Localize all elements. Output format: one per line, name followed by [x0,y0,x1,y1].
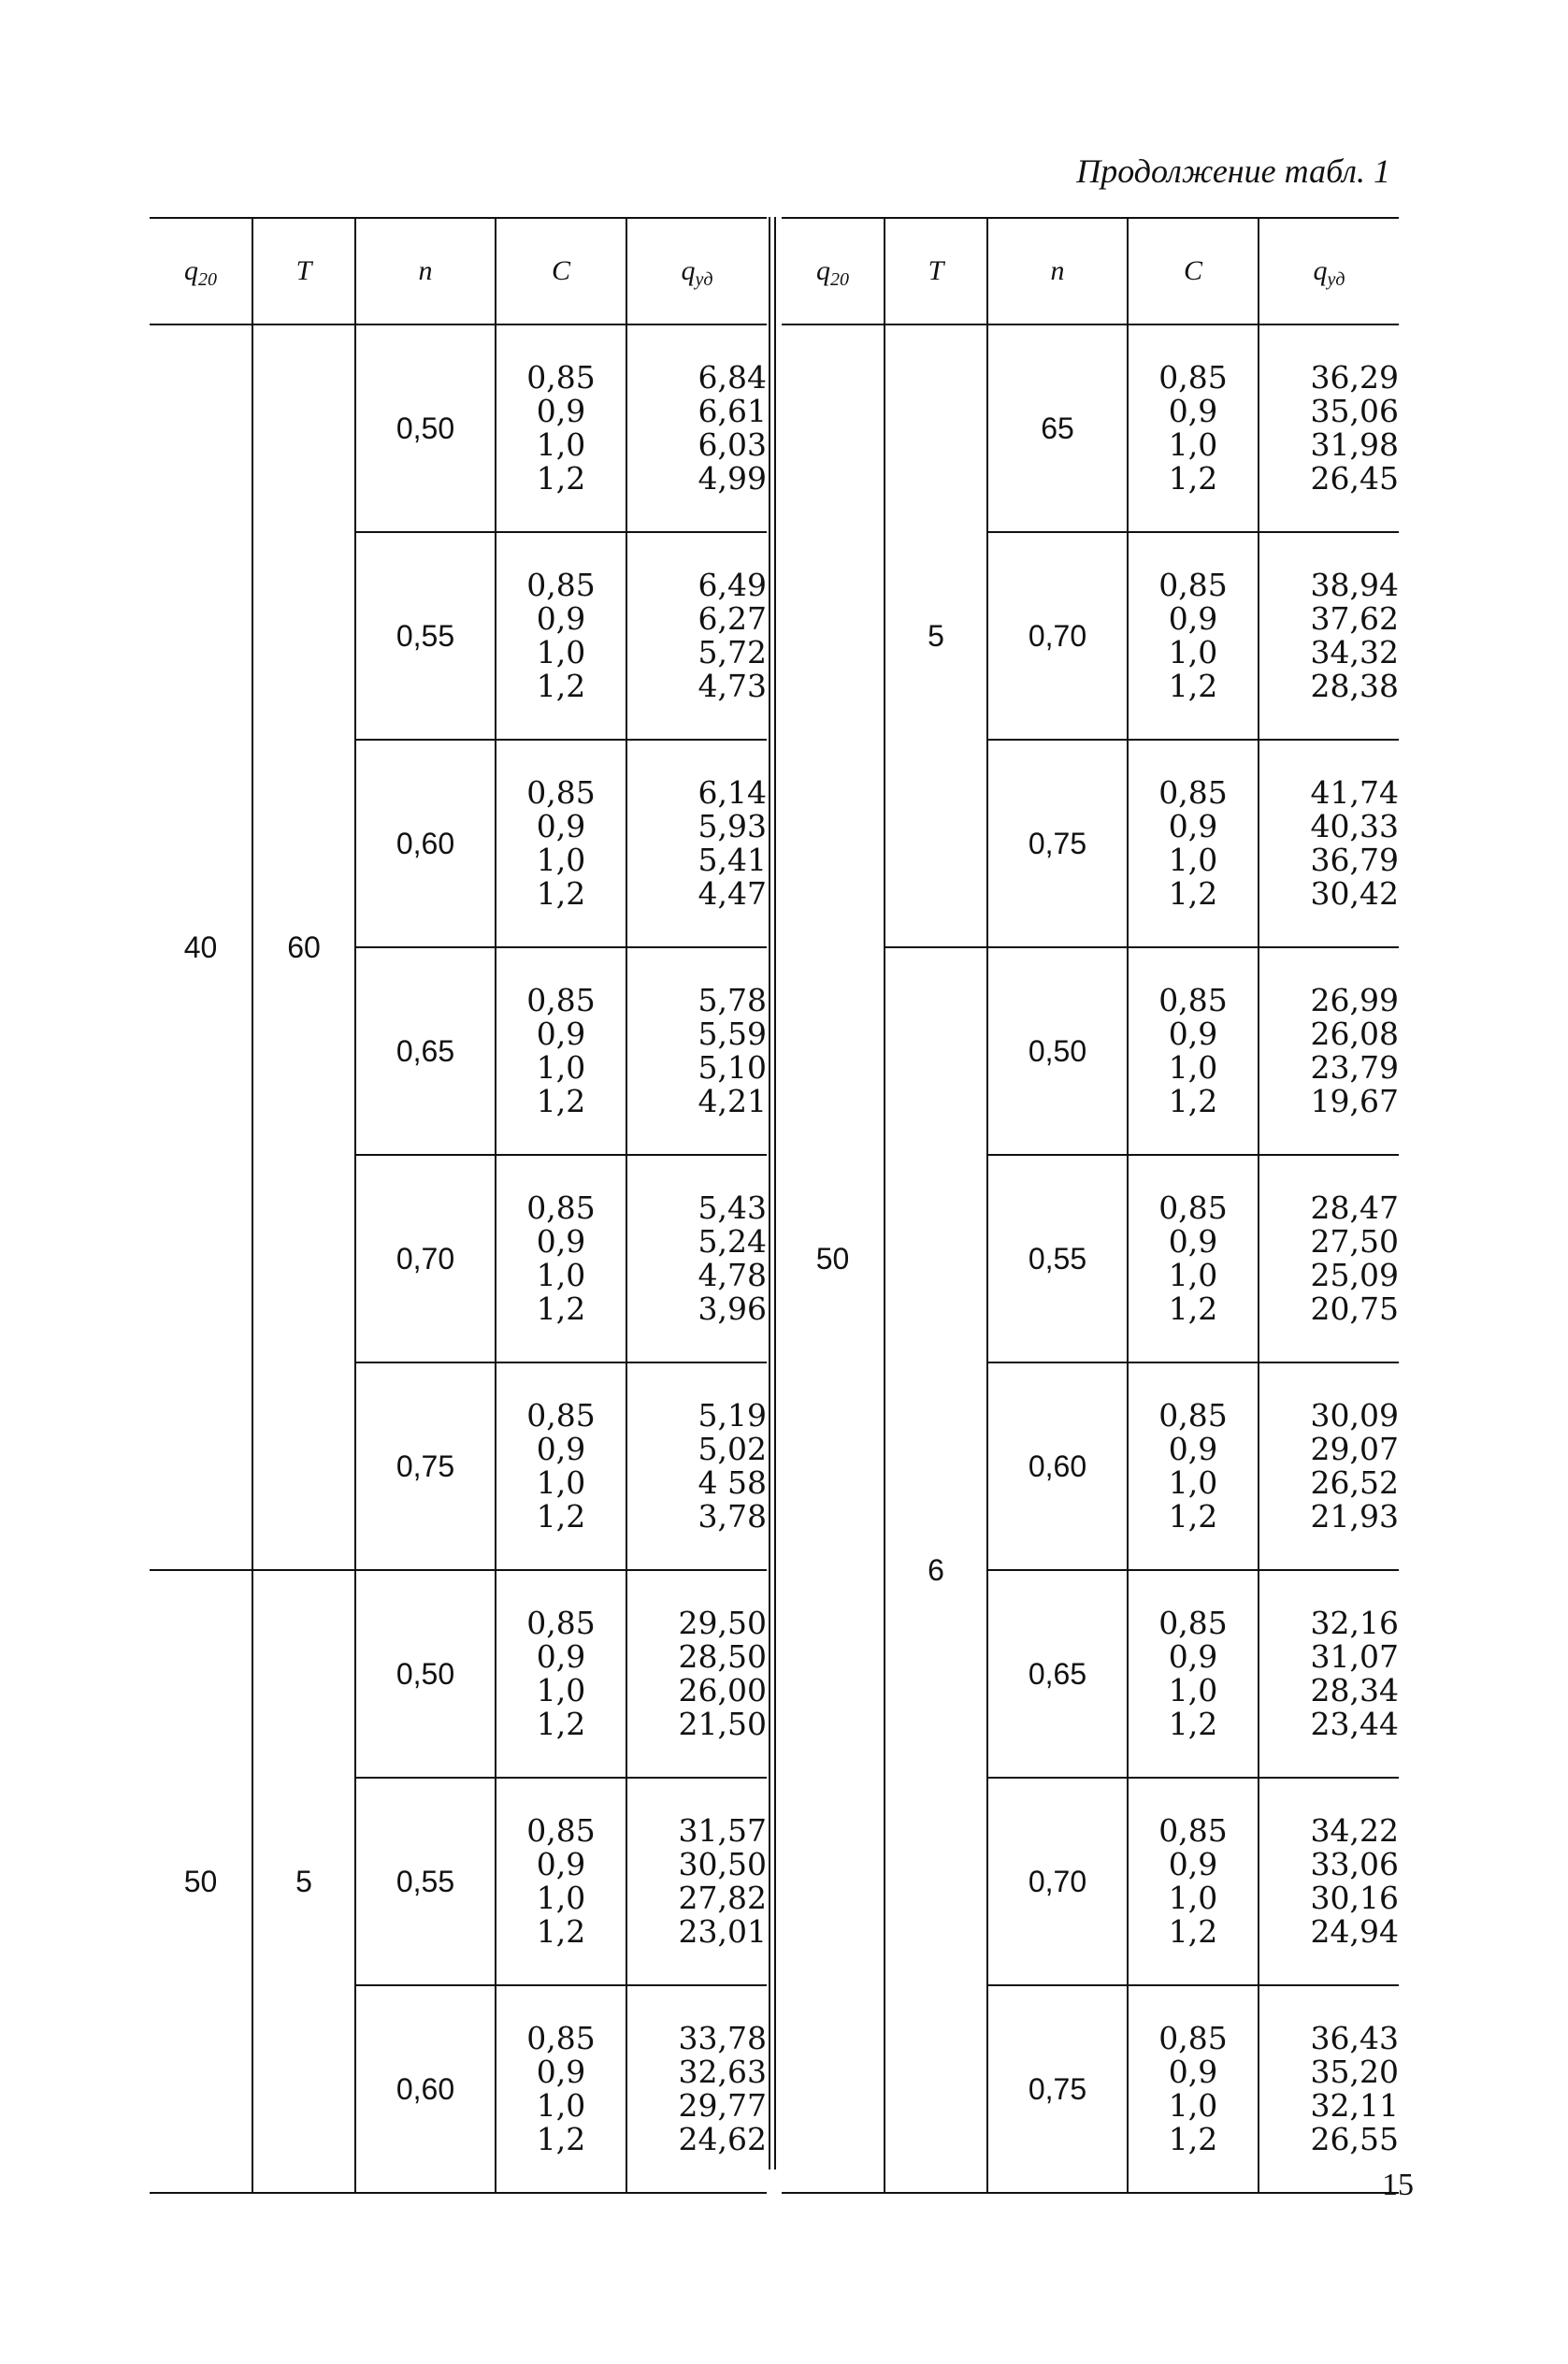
q-ud-value: 37,62 [1310,600,1399,637]
c-value: 0,85 [526,1812,596,1849]
q-ud-value: 4,78 [698,1257,767,1293]
c-value: 1,0 [536,1880,586,1916]
cell-n: 0,55 [355,1778,496,1985]
c-value: 0,9 [536,1016,586,1052]
c-value: 0,85 [1158,1397,1228,1434]
cell-c [1128,1155,1259,1362]
c-value: 1,0 [1168,1464,1218,1501]
c-value: 0,9 [536,1638,586,1675]
q-ud-value: 5,24 [698,1223,767,1260]
q-ud-value: 5,59 [698,1016,767,1052]
table-row [150,1570,767,1778]
q-ud-value: 33,78 [678,2020,767,2056]
q-ud-value: 4,47 [698,875,767,912]
c-value: 1,2 [536,2121,586,2157]
c-value: 0,85 [1158,567,1228,603]
right-data-table [782,217,1399,2194]
q-ud-value: 23,79 [1310,1049,1399,1086]
cell-c [496,947,626,1155]
c-value: 1,2 [536,875,586,912]
cell-c [496,1155,626,1362]
right-table-body [782,324,1399,2193]
q-ud-value: 29,07 [1310,1431,1399,1467]
left-table-body [150,324,767,2193]
cell-c [496,532,626,740]
cell-c [496,1778,626,1985]
q-ud-value: 5,41 [698,842,767,878]
cell-q-ud [1259,740,1399,947]
cell-q-ud [1259,532,1399,740]
c-value: 1,2 [536,1498,586,1535]
cell-q-ud [1259,947,1399,1155]
c-value: 0,9 [1168,393,1218,429]
left-data-table [150,217,767,2194]
c-value: 1,0 [536,1257,586,1293]
cell-c [1128,532,1259,740]
page-number: 15 [1382,2168,1414,2202]
table-row [150,324,767,532]
q-ud-value: 3,96 [698,1290,767,1327]
c-value: 0,85 [1158,359,1228,396]
cell-c [1128,1778,1259,1985]
c-value: 1,2 [1168,668,1218,704]
cell-n: 0,70 [987,532,1128,740]
cell-n: 0,65 [355,947,496,1155]
cell-n: 0,50 [987,947,1128,1155]
cell-n: 0,75 [987,740,1128,947]
c-value: 0,9 [536,2054,586,2090]
q-ud-value: 30,09 [1310,1397,1399,1434]
right-table-header [782,218,1399,324]
c-value: 1,2 [1168,1706,1218,1742]
c-value: 1,0 [1168,2087,1218,2124]
c-value: 1,0 [1168,1049,1218,1086]
q-ud-value: 26,00 [678,1672,767,1708]
c-value: 1,2 [536,1290,586,1327]
c-value: 0,9 [536,1431,586,1467]
c-value: 1,0 [1168,842,1218,878]
q-ud-value: 4,99 [698,460,767,497]
header-c: C [496,218,626,324]
header-t: T [252,218,355,324]
c-value: 1,2 [1168,2121,1218,2157]
cell-n: 0,75 [355,1362,496,1570]
cell-q20: 50 [782,324,885,2193]
c-value: 1,0 [1168,634,1218,670]
c-value: 0,85 [526,2020,596,2056]
c-value: 0,9 [536,808,586,844]
cell-t: 5 [252,1570,355,2193]
cell-n: 0,55 [987,1155,1128,1362]
c-value: 0,85 [526,567,596,603]
q-ud-value: 31,98 [1310,426,1399,463]
q-ud-value: 30,16 [1310,1880,1399,1916]
cell-q-ud [626,1570,767,1778]
q-ud-value: 6,61 [698,393,767,429]
c-value: 1,2 [1168,1913,1218,1950]
q-ud-value: 21,93 [1310,1498,1399,1535]
header-q20: $q_{20}$ [782,218,885,324]
cell-q-ud [626,1362,767,1570]
c-value: 1,0 [536,1672,586,1708]
q-ud-value: 28,38 [1310,668,1399,704]
c-value: 1,0 [536,634,586,670]
cell-n: 0,60 [987,1362,1128,1570]
q-ud-value: 35,20 [1310,2054,1399,2090]
cell-q-ud [626,1778,767,1985]
q-ud-value: 28,50 [678,1638,767,1675]
q-ud-value: 5,93 [698,808,767,844]
cell-n: 0,70 [987,1778,1128,1985]
cell-n: 0,75 [987,1985,1128,2193]
cell-c [1128,947,1259,1155]
q-ud-value: 34,22 [1310,1812,1399,1849]
cell-t: 6 [885,947,987,2193]
header-q20: $q_{20}$ [150,218,252,324]
header-n: n [987,218,1128,324]
cell-q-ud [1259,1570,1399,1778]
q-ud-value: 5,02 [698,1431,767,1467]
q-ud-value: 23,44 [1310,1706,1399,1742]
cell-c [1128,1362,1259,1570]
c-value: 0,85 [526,982,596,1018]
cell-c [1128,1985,1259,2193]
c-value: 1,2 [536,1913,586,1950]
q-ud-value: 23,01 [678,1913,767,1950]
q-ud-value: 38,94 [1310,567,1399,603]
q-ud-value: 5,72 [698,634,767,670]
q-ud-value: 29,77 [678,2087,767,2124]
cell-n: 0,55 [355,532,496,740]
cell-c [496,324,626,532]
cell-q-ud [1259,1985,1399,2193]
q-ud-value: 28,47 [1310,1189,1399,1226]
cell-c [1128,324,1259,532]
q-ud-value: 27,82 [678,1880,767,1916]
c-value: 0,9 [1168,808,1218,844]
c-value: 0,9 [1168,600,1218,637]
c-value: 0,85 [526,359,596,396]
q-ud-value: 6,84 [698,359,767,396]
q-ud-value: 32,11 [1310,2087,1399,2124]
c-value: 1,2 [536,668,586,704]
c-value: 0,9 [1168,1223,1218,1260]
c-value: 1,2 [536,1706,586,1742]
q-ud-value: 30,50 [678,1846,767,1882]
c-value: 1,2 [1168,1083,1218,1119]
c-value: 0,9 [1168,1016,1218,1052]
c-value: 0,85 [1158,2020,1228,2056]
c-value: 0,9 [1168,1638,1218,1675]
cell-n: 0,50 [355,1570,496,1778]
cell-q-ud [626,1985,767,2193]
cell-c [1128,740,1259,947]
cell-q20: 40 [150,324,252,1570]
cell-q-ud [626,532,767,740]
c-value: 1,0 [1168,1257,1218,1293]
c-value: 0,85 [1158,1189,1228,1226]
cell-q-ud [626,740,767,947]
cell-q-ud [1259,324,1399,532]
q-ud-value: 3,78 [698,1498,767,1535]
c-value: 0,9 [1168,1431,1218,1467]
q-ud-value: 36,29 [1310,359,1399,396]
q-ud-value: 26,08 [1310,1016,1399,1052]
q-ud-value: 6,49 [698,567,767,603]
c-value: 0,9 [536,1846,586,1882]
c-value: 0,85 [1158,1605,1228,1641]
cell-n: 0,65 [987,1570,1128,1778]
cell-q-ud [626,324,767,532]
cell-q-ud [1259,1362,1399,1570]
header-q-ud: $q_{уд}$ [626,218,767,324]
q-ud-value: 29,50 [678,1605,767,1641]
cell-t: 5 [885,324,987,947]
table-caption: Продолжение табл. 1 [1076,152,1390,190]
q-ud-value: 5,43 [698,1189,767,1226]
cell-t: 60 [252,324,355,1570]
cell-n: 65 [987,324,1128,532]
q-ud-value: 26,99 [1310,982,1399,1018]
cell-q-ud [1259,1778,1399,1985]
q-ud-value: 41,74 [1310,774,1399,811]
q-ud-value: 32,16 [1310,1605,1399,1641]
c-value: 1,0 [536,1049,586,1086]
header-c: C [1128,218,1259,324]
cell-q20: 50 [150,1570,252,2193]
cell-n: 0,70 [355,1155,496,1362]
table-row [782,324,1399,532]
q-ud-value: 21,50 [678,1706,767,1742]
q-ud-value: 33,06 [1310,1846,1399,1882]
q-ud-value: 20,75 [1310,1290,1399,1327]
q-ud-value: 26,55 [1310,2121,1399,2157]
c-value: 1,2 [536,1083,586,1119]
c-value: 0,85 [1158,982,1228,1018]
c-value: 1,0 [536,426,586,463]
c-value: 0,85 [1158,774,1228,811]
c-value: 0,9 [536,600,586,637]
q-ud-value: 26,45 [1310,460,1399,497]
c-value: 1,2 [1168,1290,1218,1327]
q-ud-value: 6,03 [698,426,767,463]
c-value: 0,9 [1168,1846,1218,1882]
header-t: T [885,218,987,324]
cell-q-ud [626,947,767,1155]
q-ud-value: 26,52 [1310,1464,1399,1501]
q-ud-value: 36,79 [1310,842,1399,878]
q-ud-value: 31,07 [1310,1638,1399,1675]
q-ud-value: 30,42 [1310,875,1399,912]
q-ud-value: 28,34 [1310,1672,1399,1708]
c-value: 1,0 [536,1464,586,1501]
cell-c [496,1362,626,1570]
q-ud-value: 4 58 [698,1464,767,1501]
left-table-header [150,218,767,324]
c-value: 0,85 [526,774,596,811]
cell-c [496,740,626,947]
q-ud-value: 24,62 [678,2121,767,2157]
c-value: 0,85 [526,1189,596,1226]
cell-c [496,1570,626,1778]
cell-q-ud [1259,1155,1399,1362]
q-ud-value: 19,67 [1310,1083,1399,1119]
q-ud-value: 34,32 [1310,634,1399,670]
cell-q-ud [626,1155,767,1362]
c-value: 1,2 [1168,460,1218,497]
c-value: 0,9 [1168,2054,1218,2090]
q-ud-value: 32,63 [678,2054,767,2090]
cell-n: 0,60 [355,740,496,947]
c-value: 0,9 [536,393,586,429]
cell-c [496,1985,626,2193]
q-ud-value: 5,10 [698,1049,767,1086]
q-ud-value: 4,21 [698,1083,767,1119]
q-ud-value: 4,73 [698,668,767,704]
q-ud-value: 25,09 [1310,1257,1399,1293]
q-ud-value: 6,27 [698,600,767,637]
header-n: n [355,218,496,324]
c-value: 1,2 [1168,875,1218,912]
c-value: 0,9 [536,1223,586,1260]
q-ud-value: 40,33 [1310,808,1399,844]
cell-n: 0,60 [355,1985,496,2193]
c-value: 1,2 [1168,1498,1218,1535]
cell-c [1128,1570,1259,1778]
c-value: 1,0 [1168,1672,1218,1708]
cell-n: 0,50 [355,324,496,532]
q-ud-value: 5,19 [698,1397,767,1434]
q-ud-value: 5,78 [698,982,767,1018]
c-value: 1,0 [536,842,586,878]
q-ud-value: 36,43 [1310,2020,1399,2056]
table-separator-double-rule [769,217,776,2169]
q-ud-value: 31,57 [678,1812,767,1849]
c-value: 1,0 [536,2087,586,2124]
q-ud-value: 35,06 [1310,393,1399,429]
q-ud-value: 27,50 [1310,1223,1399,1260]
c-value: 0,85 [526,1605,596,1641]
c-value: 1,2 [536,460,586,497]
c-value: 0,85 [1158,1812,1228,1849]
q-ud-value: 6,14 [698,774,767,811]
c-value: 1,0 [1168,1880,1218,1916]
c-value: 0,85 [526,1397,596,1434]
c-value: 1,0 [1168,426,1218,463]
header-q-ud: $q_{уд}$ [1259,218,1399,324]
q-ud-value: 24,94 [1310,1913,1399,1950]
